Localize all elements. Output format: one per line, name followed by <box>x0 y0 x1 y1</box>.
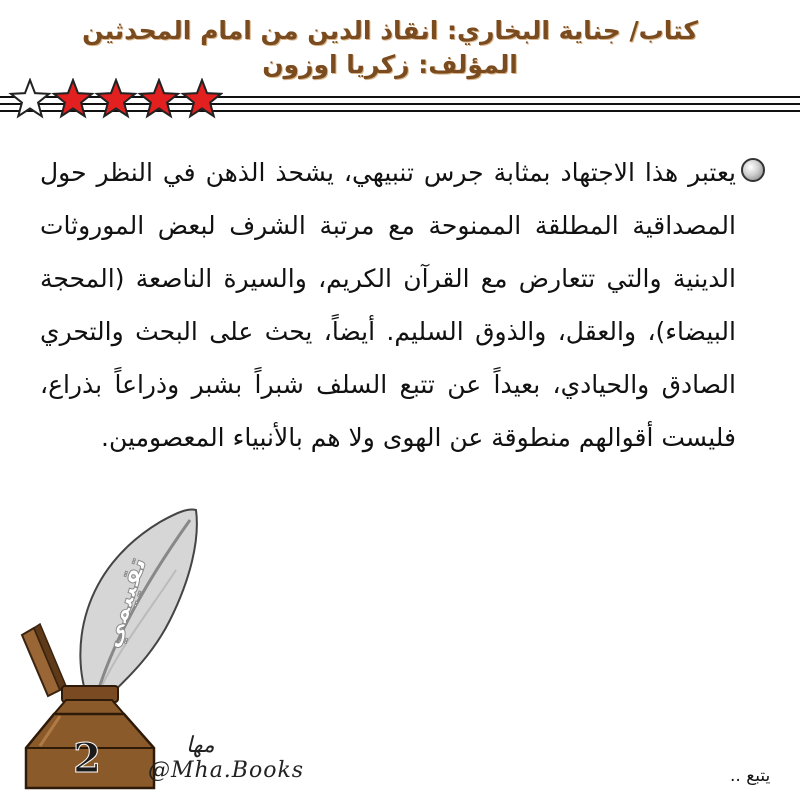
instagram-handle: @Mha.Books <box>148 758 305 783</box>
star-filled-icon <box>140 80 178 116</box>
quill-label: تقييمي <box>95 553 154 652</box>
star-empty-icon <box>11 80 49 116</box>
book-title: كتاب/ جناية البخاري: انقاذ الدين من امام المحدثين <box>82 16 698 45</box>
header-title <box>60 14 720 82</box>
continued-label: يتبع .. <box>730 766 771 786</box>
signature: مها <box>186 733 215 758</box>
star-filled-icon <box>183 80 221 116</box>
author-line: المؤلف: زكريا اوزون <box>262 50 518 79</box>
quill-inkwell-illustration <box>0 500 330 800</box>
circle-bullet-icon <box>741 158 765 182</box>
inkwell-number: 2 <box>73 735 101 782</box>
rating-stars <box>8 78 223 122</box>
quill-feather-icon <box>80 510 196 716</box>
inkwell-lid-icon <box>22 624 66 696</box>
star-filled-icon <box>54 80 92 116</box>
review-paragraph: يعتبر هذا الاجتهاد بمثابة جرس تنبيهي، يشحذ الذهن في النظر حول المصداقية المطلقة الممنوحة مع مرتبة الشرف لبعض الموروثات الدينية والتي تتعارض مع القرآن الكريم، والسيرة الناصعة (المحجة البيضاء)، والعقل، والذوق السليم. أيضاً، يحث على البحث والتحري الصادق والحيادي، بعيداً عن تتبع السلف شبراً بشبر وذراعاً بذراع، فليست أقوالهم منطوقة عن الهوى ولا هم بالأنبياء المعصومين. <box>40 158 736 452</box>
star-filled-icon <box>97 80 135 116</box>
